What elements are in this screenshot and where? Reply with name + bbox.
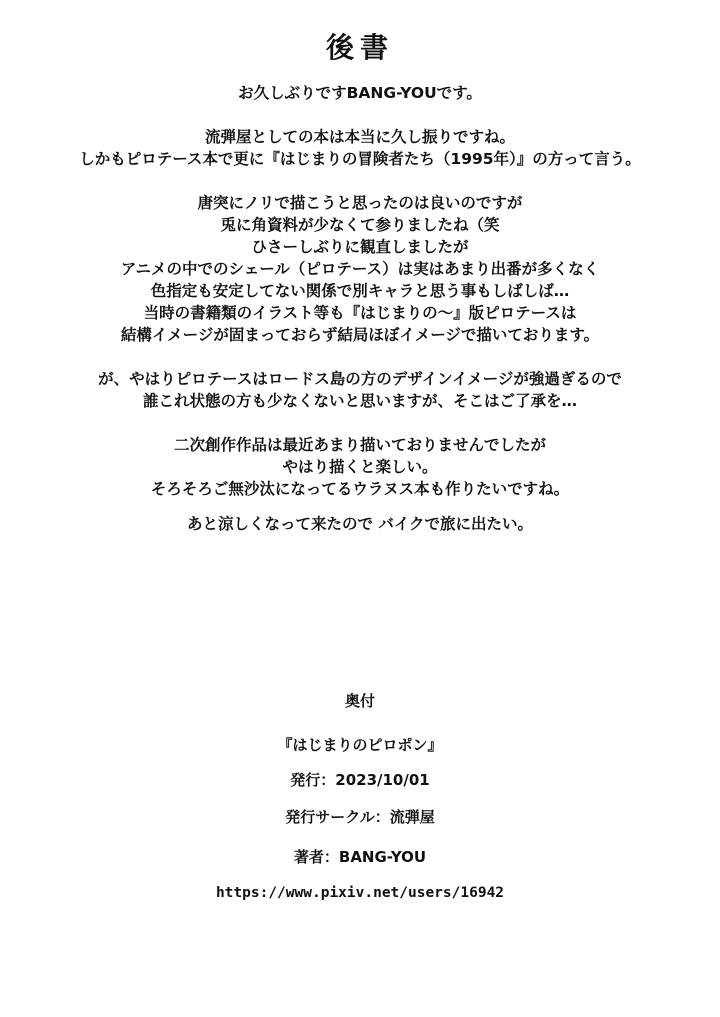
- text-line: そろそろご無沙汰になってるウラヌス本も作りたいですね。: [150, 480, 570, 498]
- text-line: しかもピロテース本で更に『はじまりの冒険者たち（1995年）』の方って言う。: [79, 150, 641, 168]
- page-title: 後書: [325, 31, 394, 64]
- colophon-author: 著者：BANG-YOU: [293, 848, 427, 866]
- text-line: ひさーしぶりに観直しましたが: [251, 238, 469, 256]
- text-line: 唐突にノリで描こうと思ったのは良いのですが: [197, 194, 523, 212]
- colophon-heading: 奥付: [344, 692, 375, 710]
- closing-line: あと涼しくなって来たので バイクで旅に出たい。: [186, 515, 534, 533]
- text-line: 結構イメージが固まっておらず結局ほぼイメージで描いております。: [120, 326, 600, 344]
- paragraph-intro: [0, 126, 720, 170]
- colophon-circle: 発行サークル：流弾屋: [285, 808, 435, 826]
- text-line: が、やはりピロテースはロードス島の方のデザインイメージが強過ぎるので: [98, 370, 622, 388]
- paragraph-future: [0, 434, 720, 500]
- paragraph-greeting: [0, 82, 720, 104]
- text-line: 誰これ状態の方も少なくないと思いますが、そこはご了承を…: [142, 392, 577, 410]
- paragraph-design: [0, 368, 720, 412]
- text-line: やはり描くと楽しい。: [282, 458, 438, 476]
- colophon-book-title: 『はじまりのピロポン』: [277, 736, 443, 754]
- text-line: 当時の書籍類のイラスト等も『はじまりの～』版ピロテースは: [143, 304, 577, 322]
- paragraph-materials: [0, 192, 720, 346]
- afterword-body: [0, 82, 720, 500]
- colophon-url: https://www.pixiv.net/users/16942: [215, 885, 505, 901]
- text-line: 二次創作作品は最近あまり描いておりませんでしたが: [173, 436, 546, 454]
- text-line: お久しぶりですBANG-YOUです。: [238, 84, 482, 102]
- text-line: 流弾屋としての本は本当に久し振りですね。: [204, 128, 515, 146]
- text-line: 色指定も安定してない関係で別キャラと思う事もしばしば…: [150, 282, 570, 300]
- colophon-published: 発行：2023/10/01: [290, 771, 430, 789]
- text-line: アニメの中でのシェール（ピロテース）は実はあまり出番が多くなく: [120, 260, 600, 278]
- text-line: 兎に角資料が少なくて参りましたね（笑: [220, 216, 500, 234]
